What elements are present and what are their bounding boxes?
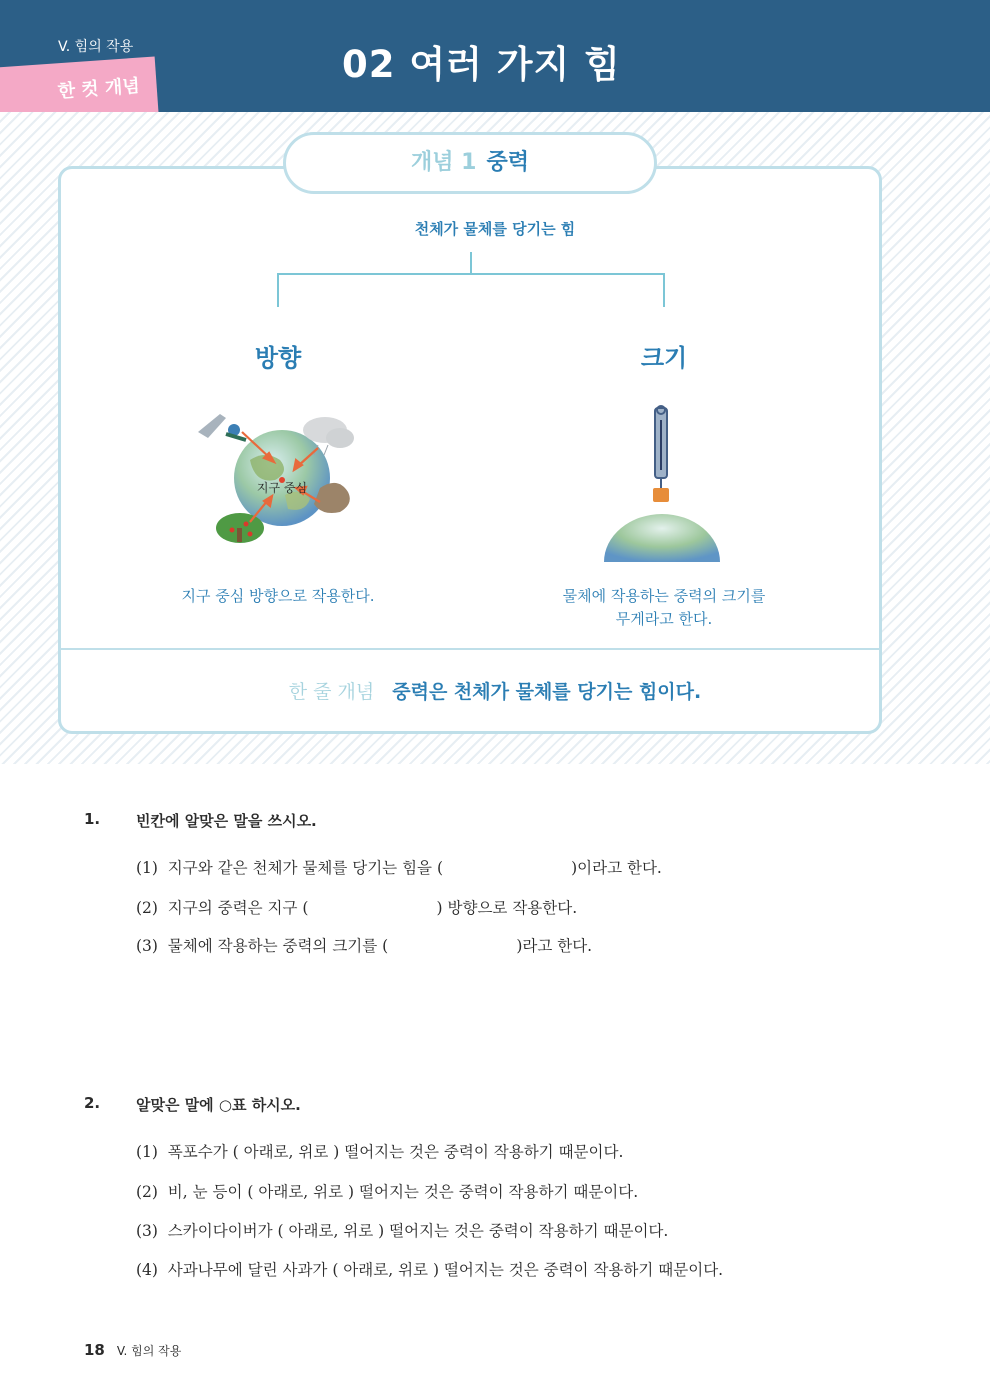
- magnitude-caption-line2: 무게라고 한다.: [615, 610, 713, 628]
- concept-tag-label: 한 컷 개념: [57, 75, 141, 103]
- apple-tree-icon: [216, 513, 264, 543]
- question-1-number: 1.: [84, 810, 101, 828]
- earth-center-label: 지구 중심: [256, 481, 308, 495]
- unit-title: V. 힘의 작용: [58, 39, 134, 55]
- magnitude-heading: 크기: [640, 344, 688, 372]
- tree-connector-bar: [277, 273, 665, 275]
- question-1-item-2: (2) 지구의 중력은 지구 ( ) 방향으로 작용한다.: [136, 899, 578, 917]
- one-line-concept: [0, 677, 990, 704]
- card-divider: [61, 648, 879, 650]
- question-2-prompt: 알맞은 말에 ○표 하시오.: [136, 1096, 301, 1114]
- one-line-concept-text: 중력은 천체가 물체를 당기는 힘이다.: [392, 681, 702, 703]
- skydiver-icon: [198, 414, 246, 440]
- question-1-item-3: (3) 물체에 작용하는 중력의 크기를 ( )라고 한다.: [136, 937, 593, 955]
- page-footer: [84, 1341, 181, 1359]
- tree-connector-right: [663, 273, 665, 307]
- question-2-item-3: (3) 스카이다이버가 ( 아래로, 위로 ) 떨어지는 것은 중력이 작용하기 때문이다.: [136, 1222, 669, 1240]
- direction-caption: 지구 중심 방향으로 작용한다.: [181, 587, 375, 605]
- spring-scale-illustration: [598, 400, 728, 565]
- concept-definition: 천체가 물체를 당기는 힘: [414, 220, 576, 238]
- concept-name: 중력: [486, 150, 529, 175]
- magnitude-caption-line1: 물체에 작용하는 중력의 크기를: [562, 587, 766, 605]
- earth-gravity-illustration: [190, 400, 370, 550]
- question-2-item-2: (2) 비, 눈 등이 ( 아래로, 위로 ) 떨어지는 것은 중력이 작용하기 때문이다.: [136, 1183, 639, 1201]
- weight-block: [653, 488, 669, 502]
- concept-title-pill: [283, 132, 657, 194]
- question-1-prompt: 빈칸에 알맞은 말을 쓰시오.: [136, 812, 317, 830]
- question-2-item-4: (4) 사과나무에 달린 사과가 ( 아래로, 위로 ) 떨어지는 것은 중력이 작용하기 때문이다.: [136, 1261, 724, 1279]
- direction-heading: 방향: [254, 344, 302, 372]
- tree-connector-left: [277, 273, 279, 307]
- question-1-item-1: (1) 지구와 같은 천체가 물체를 당기는 힘을 ( )이라고 한다.: [136, 859, 662, 877]
- magnitude-caption: [514, 585, 814, 631]
- page-title: 02 여러 가지 힘: [342, 43, 621, 86]
- earth-top: [604, 514, 720, 562]
- one-line-concept-label: 한 줄 개념: [288, 681, 375, 703]
- tree-connector-stem: [470, 252, 472, 274]
- question-2-number: 2.: [84, 1094, 101, 1112]
- footer-unit: V. 힘의 작용: [116, 1344, 182, 1358]
- page-number: 18: [84, 1341, 105, 1359]
- concept-number: 개념 1: [411, 150, 477, 175]
- question-2-item-1: (1) 폭포수가 ( 아래로, 위로 ) 떨어지는 것은 중력이 작용하기 때문이다.: [136, 1143, 624, 1161]
